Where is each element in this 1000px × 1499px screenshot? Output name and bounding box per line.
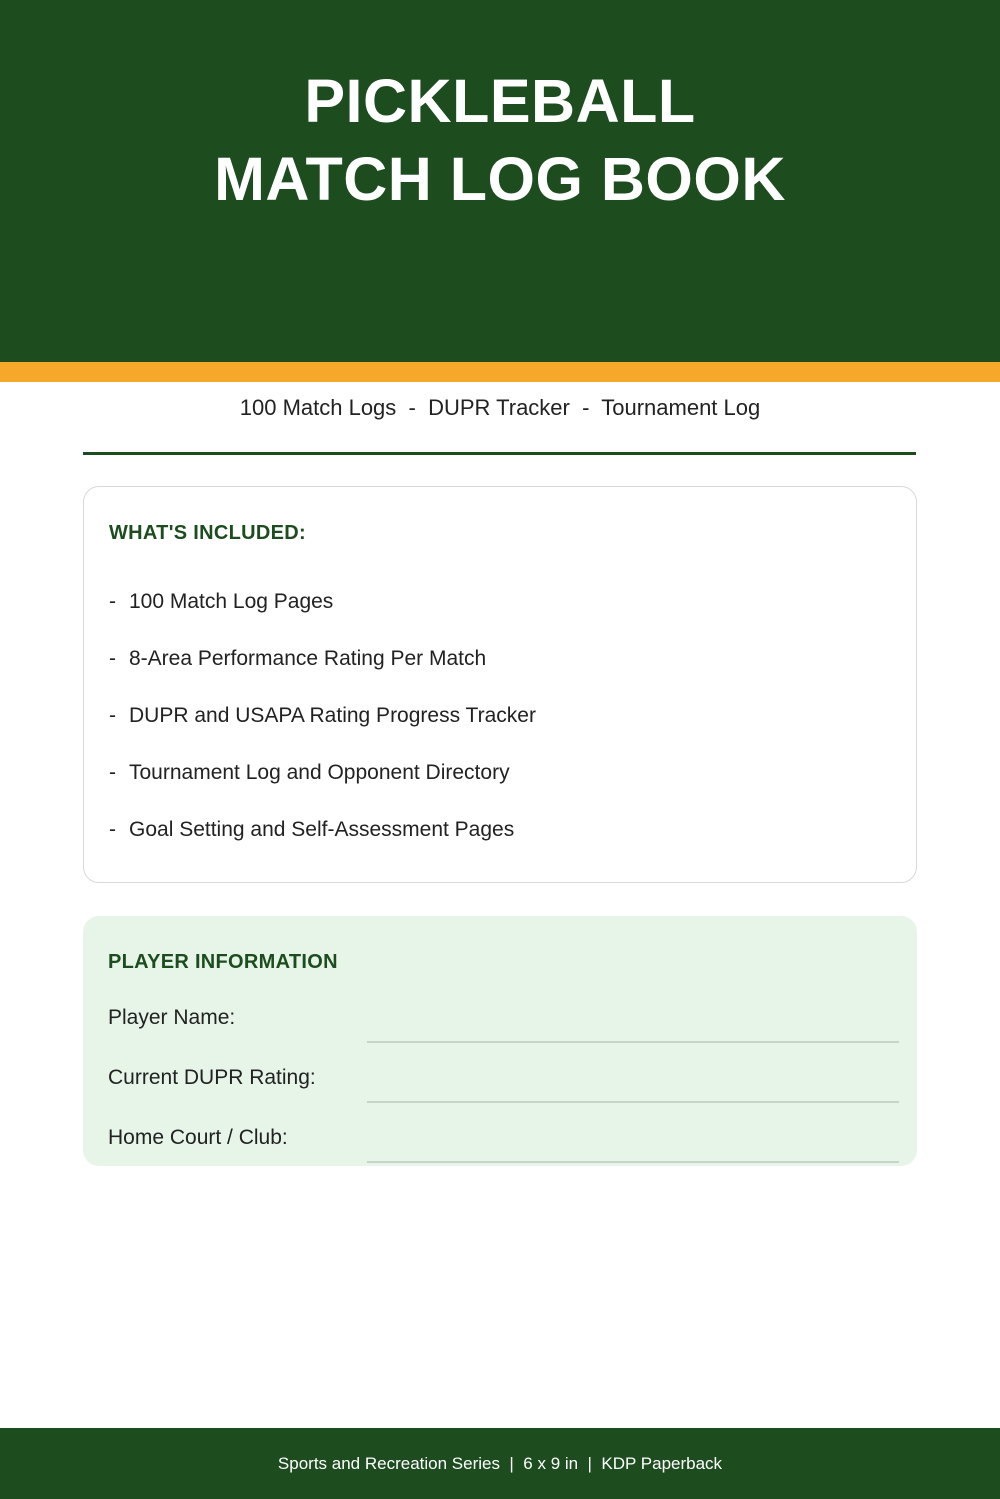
home-court-row — [108, 1124, 899, 1164]
cover-footer: Sports and Recreation Series | 6 x 9 in | KDP Paperback — [0, 1428, 1000, 1499]
list-item — [109, 630, 536, 687]
title-line-2: MATCH LOG BOOK — [214, 145, 786, 213]
divider — [83, 452, 916, 455]
accent-stripe — [0, 362, 1000, 382]
dash-bullet: - — [109, 646, 116, 670]
home-court-label: Home Court / Club: — [108, 1126, 288, 1149]
cover-header — [0, 0, 1000, 362]
list-item-text: DUPR and USAPA Rating Progress Tracker — [129, 703, 536, 727]
list-item — [109, 687, 536, 744]
whats-included-heading: WHAT'S INCLUDED: — [109, 522, 306, 544]
list-item-text: 8-Area Performance Rating Per Match — [129, 646, 487, 670]
home-court-field[interactable] — [367, 1161, 899, 1163]
title-line-1: PICKLEBALL — [304, 67, 696, 135]
player-name-field[interactable] — [367, 1041, 899, 1043]
list-item — [109, 744, 536, 801]
player-information-heading: PLAYER INFORMATION — [108, 951, 338, 973]
player-information-panel — [83, 916, 917, 1166]
dupr-rating-row — [108, 1064, 899, 1104]
dash-bullet: - — [109, 760, 116, 784]
list-item — [109, 801, 536, 858]
list-item-text: Goal Setting and Self-Assessment Pages — [129, 817, 515, 841]
player-name-row — [108, 1004, 899, 1044]
dupr-rating-label: Current DUPR Rating: — [108, 1066, 316, 1089]
feature-list — [109, 573, 536, 858]
list-item-text: Tournament Log and Opponent Directory — [129, 760, 510, 784]
dupr-rating-field[interactable] — [367, 1101, 899, 1103]
list-item-text: 100 Match Log Pages — [129, 589, 334, 613]
whats-included-panel — [83, 486, 917, 883]
dash-bullet: - — [109, 589, 116, 613]
dash-bullet: - — [109, 817, 116, 841]
dash-bullet: - — [109, 703, 116, 727]
player-name-label: Player Name: — [108, 1006, 236, 1029]
list-item — [109, 573, 536, 630]
subtitle: 100 Match Logs - DUPR Tracker - Tournament Log — [239, 395, 761, 420]
